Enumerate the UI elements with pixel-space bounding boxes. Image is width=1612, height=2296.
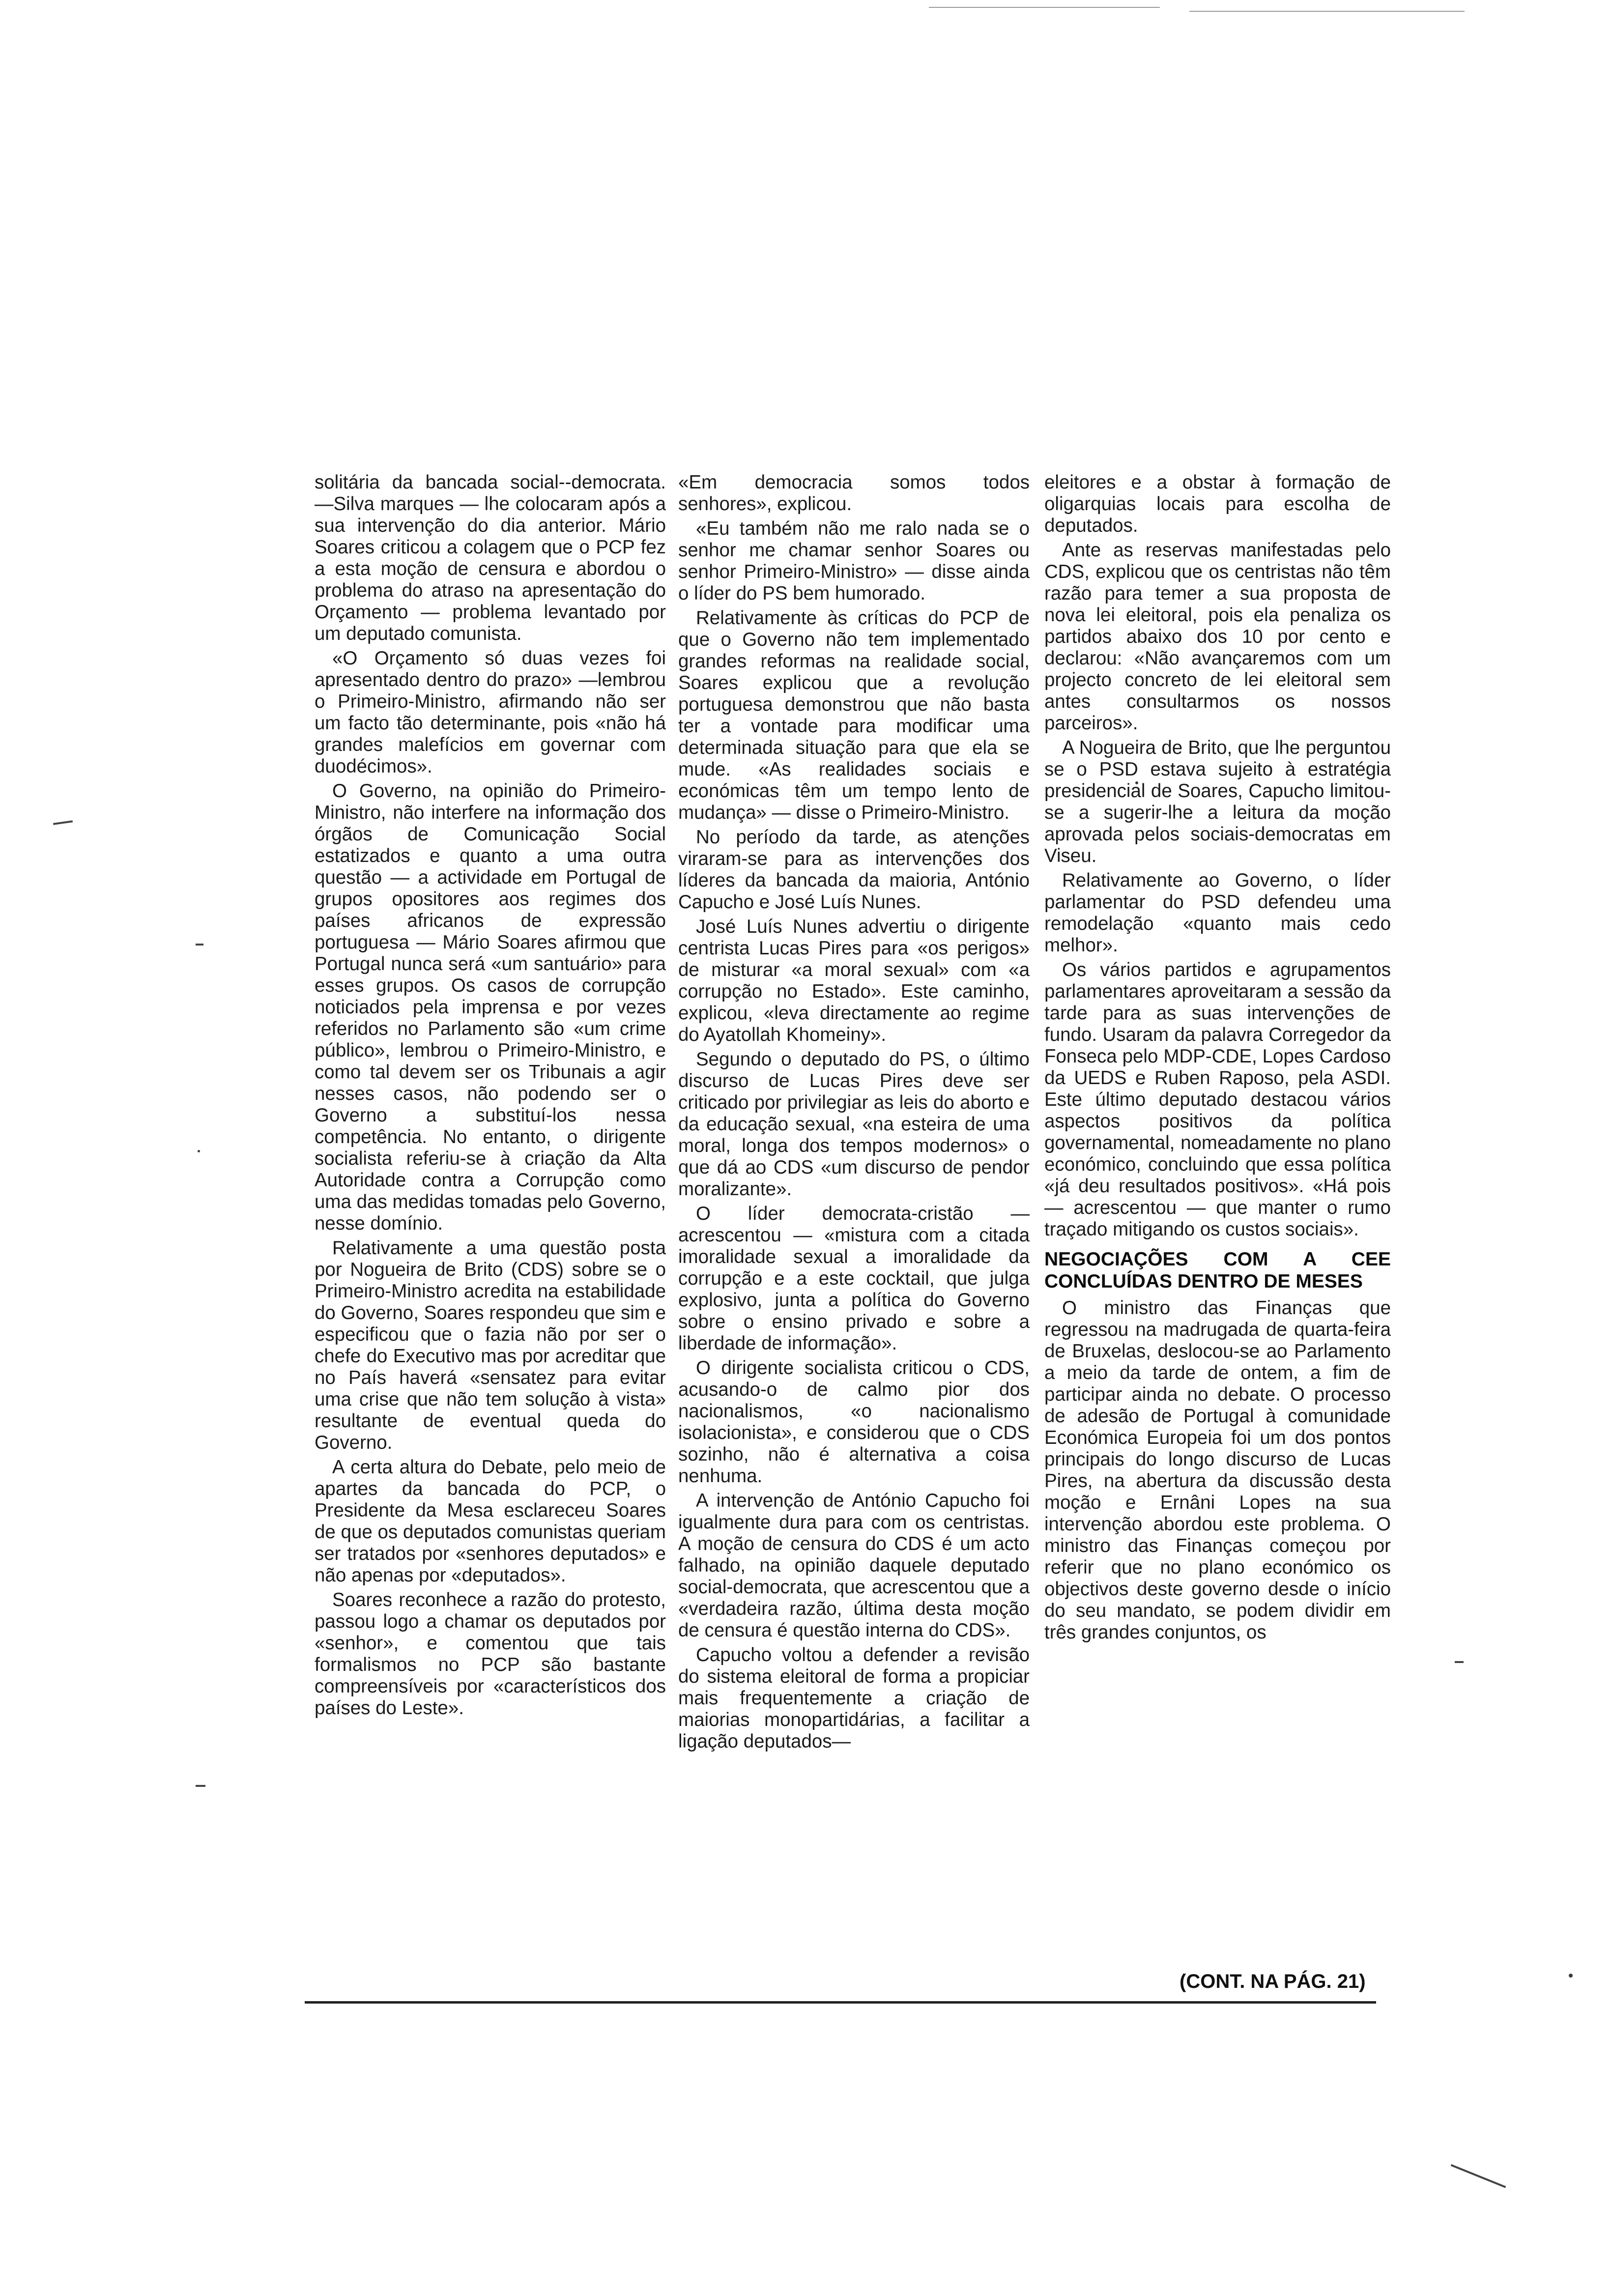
paragraph: A intervenção de António Capucho foi igualmente dura para com os centristas. A moção de censura do CDS é um acto falhado, na opinião daquele deputado social-democrata, que acrescentou que a «verdadeira razão, última desta moção de censura é questão interna do CDS».	[678, 1490, 1030, 1641]
article-column-2	[678, 472, 1030, 1755]
paragraph: A certa altura do Debate, pelo meio de apartes da bancada do PCP, o Presidente da Mesa esclareceu Soares de que os deputados comunistas queriam ser tratados por «senhores deputados» e não apenas por «deputados».	[315, 1457, 666, 1586]
paragraph: Capucho voltou a defender a revisão do sistema eleitoral de forma a propiciar mais frequentemente a criação de maiorias monopartidárias, a facilitar a ligação deputados—	[678, 1644, 1030, 1752]
paragraph: Relativamente ao Governo, o líder parlamentar do PSD defendeu uma remodelação «quanto mais cedo melhor».	[1044, 870, 1391, 956]
paragraph: O líder democrata-cristão — acrescentou — «mistura com a citada imoralidade sexual a imoralidade da corrupção e a este cocktail, que julga explosivo, junta a política do Governo sobre o ensino privado e sobre a liberdade de informação».	[678, 1203, 1030, 1354]
scan-artifact-speck	[1569, 1974, 1573, 1978]
bottom-rule	[305, 2001, 1376, 2004]
scan-artifact-speck	[198, 1150, 200, 1152]
paragraph: eleitores e a obstar à formação de oligarquias locais para escolha de deputados.	[1044, 472, 1391, 536]
news-article	[315, 472, 1391, 1752]
scan-artifact-top-line	[929, 7, 1160, 8]
article-column-3	[1044, 472, 1391, 1646]
scan-artifact-dash	[1451, 2164, 1506, 2188]
paragraph: «Eu também não me ralo nada se o senhor me chamar senhor Soares ou senhor Primeiro-Ministro» — disse ainda o líder do PS bem humorado.	[678, 518, 1030, 604]
paragraph: «O Orçamento só duas vezes foi apresentado dentro do prazo» —lembrou o Primeiro-Ministro, afirmando não ser um facto tão determinante, pois «não há grandes malefícios em governar com duodécimos».	[315, 648, 666, 777]
paragraph: O Governo, na opinião do Primeiro-Ministro, não interfere na informação dos órgãos de Comunicação Social estatizados e quanto a uma outra questão — a actividade em Portugal de grupos opositores aos regimes dos países africanos de expressão portuguesa — Mário Soares afirmou que Portugal nunca será «um santuário» para esses grupos. Os casos de corrupção noticiados pela imprensa e por vezes referidos no Parlamento são «um crime público», lembrou o Primeiro-Ministro, e como tal devem ser os Tribunais a agir nesses casos, não podendo ser o Governo a substituí-los nessa competência. No entanto, o dirigente socialista referiu-se à criação da Alta Autoridade contra a Corrupção como uma das medidas tomadas pelo Governo, nesse domínio.	[315, 780, 666, 1234]
paragraph: Soares reconhece a razão do protesto, passou logo a chamar os deputados por «senhor», e comentou que tais formalismos no PCP são bastante compreensíveis por «característicos dos países do Leste».	[315, 1589, 666, 1719]
paragraph: A Nogueira de Brito, que lhe perguntou se o PSD estava sujeito à estratégia presidencial de Soares, Capucho limitou-se a sugerir-lhe a leitura da moção aprovada pelos sociais-democratas em Viseu.	[1044, 737, 1391, 866]
paragraph: Relativamente às críticas do PCP de que o Governo não tem implementado grandes reformas na realidade social, Soares explicou que a revolução portuguesa demonstrou que não basta ter a vontade para modificar uma determinada situação para que ela se mude. «As realidades sociais e económicas têm um tempo lento de mudança» — disse o Primeiro-Ministro.	[678, 607, 1030, 823]
paragraph: José Luís Nunes advertiu o dirigente centrista Lucas Pires para «os perigos» de misturar «a moral sexual» com «a corrupção no Estado». Este caminho, explicou, «leva directamente ao regime do Ayatollah Khomeiny».	[678, 916, 1030, 1045]
paragraph: Segundo o deputado do PS, o último discurso de Lucas Pires deve ser criticado por privilegiar as leis do aborto e da educação sexual, «na esteira de uma moral, longa dos tempos modernos» o que dá ao CDS «um discurso de pendor moralizante».	[678, 1049, 1030, 1200]
continued-on-page-note: (CONT. NA PÁG. 21)	[1180, 1971, 1366, 1992]
paragraph: No período da tarde, as atenções viraram-se para as intervenções dos líderes da bancada da maioria, António Capucho e José Luís Nunes.	[678, 827, 1030, 913]
scan-artifact-dash	[196, 1785, 205, 1787]
paragraph: solitária da bancada social--democrata. —Silva marques — lhe colocaram após a sua intervenção do dia anterior. Mário Soares criticou a colagem que o PCP fez a esta moção de censura e abordou o problema do atraso na apresentação do Orçamento — problema levantado por um deputado comunista.	[315, 472, 666, 644]
scan-artifact-top-line	[1189, 11, 1465, 12]
paragraph: Os vários partidos e agrupamentos parlamentares aproveitaram a sessão da tarde para as suas intervenções de fundo. Usaram da palavra Corregedor da Fonseca pelo MDP-CDE, Lopes Cardoso da UEDS e Ruben Raposo, pela ASDI. Este último deputado destacou vários aspectos positivos da política governamental, nomeadamente no plano económico, concluindo que essa política «já deu resultados positivos». «Há pois — acrescentou — que manter o rumo traçado mitigando os custos sociais».	[1044, 959, 1391, 1240]
paragraph: Ante as reservas manifestadas pelo CDS, explicou que os centristas não têm razão para temer a sua proposta de nova lei eleitoral, pois ela penaliza os partidos abaixo dos 10 por cento e declarou: «Não avançaremos com um projecto concreto de lei eleitoral sem antes consultarmos os nossos parceiros».	[1044, 540, 1391, 734]
scan-artifact-dash	[1455, 1661, 1464, 1663]
scan-artifact-dash	[53, 820, 73, 825]
paragraph: Relativamente a uma questão posta por Nogueira de Brito (CDS) sobre se o Primeiro-Ministro acredita na estabilidade do Governo, Soares respondeu que sim e especificou que o fazia não por ser o chefe do Executivo mas por acreditar que no País haverá «sensatez para evitar uma crise que não tem solução à vista» resultante de eventual queda do Governo.	[315, 1237, 666, 1453]
scan-artifact-dash	[196, 944, 203, 946]
article-column-1	[315, 472, 666, 1722]
paragraph: «Em democracia somos todos senhores», explicou.	[678, 472, 1030, 515]
paragraph: O dirigente socialista criticou o CDS, acusando-o de calmo pior dos nacionalismos, «o nacionalismo isolacionista», e considerou que o CDS sozinho, não é alternativa a coisa nenhuma.	[678, 1357, 1030, 1487]
paragraph: O ministro das Finanças que regressou na madrugada de quarta-feira de Bruxelas, deslocou-se ao Parlamento a meio da tarde de ontem, a fim de participar ainda no debate. O processo de adesão de Portugal à comunidade Económica Europeia foi um dos pontos principais do longo discurso de Lucas Pires, na abertura da discussão desta moção e Ernâni Lopes na sua intervenção abordou este problema. O ministro das Finanças começou por referir que no plano económico os objectivos deste governo desde o início do seu mandato, se podem dividir em três grandes conjuntos, os	[1044, 1297, 1391, 1643]
section-subheading: NEGOCIAÇÕES COM A CEE CONCLUÍDAS DENTRO DE MESES	[1044, 1249, 1391, 1292]
